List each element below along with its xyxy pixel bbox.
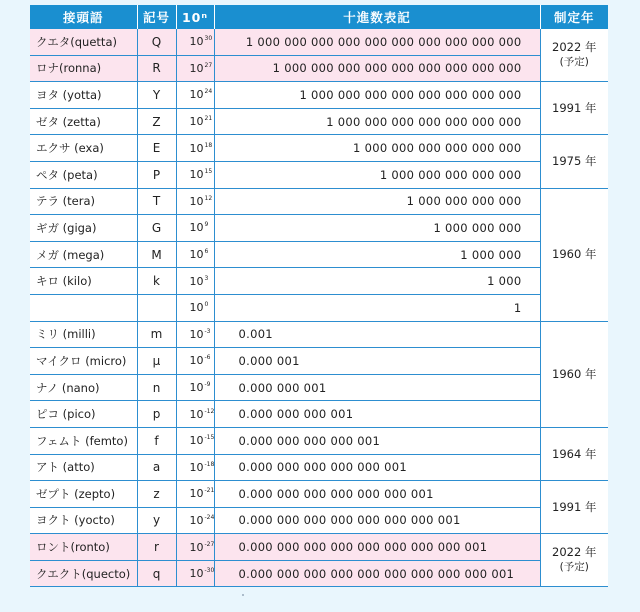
decimal-cell: 1 000 000 000 000 000 000 000 000 000 xyxy=(214,55,540,82)
power-cell xyxy=(176,507,214,534)
year-cell: 1960 年 xyxy=(540,321,608,427)
power-exponent: 21 xyxy=(204,115,213,123)
table-row xyxy=(30,135,608,162)
power-cell xyxy=(176,268,214,295)
prefix-cell: キロ (kilo) xyxy=(30,268,137,295)
decimal-cell: 0.000 000 001 xyxy=(214,374,540,401)
header-year: 制定年 xyxy=(540,5,608,29)
header-symbol: 記号 xyxy=(137,5,176,29)
page-dot-mark xyxy=(242,594,244,596)
table-row xyxy=(30,454,608,481)
power-cell xyxy=(176,454,214,481)
power-cell xyxy=(176,29,214,55)
power-cell xyxy=(176,534,214,561)
power-base: 10 xyxy=(189,540,204,554)
symbol-cell: T xyxy=(137,188,176,215)
symbol-cell: y xyxy=(137,507,176,534)
year-cell: 1960 年 xyxy=(540,188,608,321)
power-cell xyxy=(176,55,214,82)
symbol-cell: G xyxy=(137,215,176,242)
symbol-cell: a xyxy=(137,454,176,481)
symbol-cell: R xyxy=(137,55,176,82)
power-cell xyxy=(176,161,214,188)
prefix-cell: メガ (mega) xyxy=(30,241,137,268)
power-exponent: -9 xyxy=(204,381,211,389)
prefix-cell: アト (atto) xyxy=(30,454,137,481)
power-base: 10 xyxy=(189,487,204,501)
table-row xyxy=(30,427,608,454)
decimal-cell: 1 000 000 000 000 000 000 xyxy=(214,135,540,162)
table-row xyxy=(30,401,608,428)
prefix-cell: ピコ (pico) xyxy=(30,401,137,428)
symbol-cell: Q xyxy=(137,29,176,55)
table-row xyxy=(30,188,608,215)
year-cell: 1991 年 xyxy=(540,481,608,534)
power-exponent: 30 xyxy=(204,35,213,43)
prefix-cell: ミリ (milli) xyxy=(30,321,137,348)
symbol-cell: M xyxy=(137,241,176,268)
year-cell xyxy=(540,534,608,587)
power-exponent: 18 xyxy=(204,141,213,149)
table-row xyxy=(30,374,608,401)
prefix-cell xyxy=(30,294,137,321)
decimal-cell: 0.000 000 000 000 000 001 xyxy=(214,454,540,481)
power-base: 10 xyxy=(189,381,204,395)
decimal-cell: 1 000 000 xyxy=(214,241,540,268)
power-exponent: 27 xyxy=(204,61,213,69)
power-base: 10 xyxy=(189,35,204,49)
power-exponent: 6 xyxy=(204,248,209,256)
power-base: 10 xyxy=(189,221,204,235)
symbol-cell: P xyxy=(137,161,176,188)
power-base: 10 xyxy=(189,407,204,421)
power-cell xyxy=(176,348,214,375)
symbol-cell: r xyxy=(137,534,176,561)
power-cell xyxy=(176,294,214,321)
prefix-cell: ロント(ronto) xyxy=(30,534,137,561)
table-row xyxy=(30,534,608,561)
decimal-cell: 1 xyxy=(214,294,540,321)
symbol-cell: μ xyxy=(137,348,176,375)
prefix-cell: ナノ (nano) xyxy=(30,374,137,401)
table-row xyxy=(30,507,608,534)
table-row xyxy=(30,348,608,375)
power-exponent: -12 xyxy=(204,407,215,415)
symbol-cell: k xyxy=(137,268,176,295)
table-row xyxy=(30,161,608,188)
power-exponent: -24 xyxy=(204,513,215,521)
power-base: 10 xyxy=(189,141,204,155)
power-base: 10 xyxy=(189,301,204,315)
prefix-cell: ペタ (peta) xyxy=(30,161,137,188)
power-base: 10 xyxy=(189,61,204,75)
decimal-cell: 0.000 000 000 000 000 000 000 000 001 xyxy=(214,534,540,561)
decimal-cell: 1 000 000 000 xyxy=(214,215,540,242)
year-cell: 1991 年 xyxy=(540,82,608,135)
table-row xyxy=(30,560,608,587)
power-base: 10 xyxy=(189,354,204,368)
year-cell: 1975 年 xyxy=(540,135,608,188)
power-base: 10 xyxy=(189,168,204,182)
power-cell xyxy=(176,241,214,268)
power-base: 10 xyxy=(189,434,204,448)
prefix-cell: テラ (tera) xyxy=(30,188,137,215)
power-cell xyxy=(176,427,214,454)
power-base: 10 xyxy=(189,567,204,581)
table-row xyxy=(30,29,608,55)
power-cell xyxy=(176,82,214,109)
table-row xyxy=(30,241,608,268)
prefix-cell: フェムト (femto) xyxy=(30,427,137,454)
power-exponent: 3 xyxy=(204,274,209,282)
power-cell xyxy=(176,374,214,401)
power-base: 10 xyxy=(189,115,204,129)
prefix-cell: クエタ(quetta) xyxy=(30,29,137,55)
symbol-cell: E xyxy=(137,135,176,162)
power-exponent: 9 xyxy=(204,221,209,229)
decimal-cell: 0.000 000 000 001 xyxy=(214,401,540,428)
power-cell xyxy=(176,401,214,428)
decimal-cell: 0.000 001 xyxy=(214,348,540,375)
year-cell xyxy=(540,29,608,82)
power-exponent: -15 xyxy=(204,434,215,442)
symbol-cell: f xyxy=(137,427,176,454)
power-exponent: -3 xyxy=(204,327,211,335)
decimal-cell: 0.000 000 000 000 000 000 000 001 xyxy=(214,507,540,534)
power-cell xyxy=(176,481,214,508)
header-power: 10ⁿ xyxy=(176,5,214,29)
decimal-cell: 0.000 000 000 000 000 000 000 000 000 001 xyxy=(214,560,540,587)
year-cell: 1964 年 xyxy=(540,427,608,480)
power-cell xyxy=(176,108,214,135)
symbol-cell xyxy=(137,294,176,321)
power-base: 10 xyxy=(189,327,204,341)
symbol-cell: Z xyxy=(137,108,176,135)
decimal-cell: 1 000 000 000 000 000 000 000 000 xyxy=(214,82,540,109)
table-row xyxy=(30,268,608,295)
table-row xyxy=(30,55,608,82)
symbol-cell: Y xyxy=(137,82,176,109)
table-row xyxy=(30,108,608,135)
header-decimal: 十進数表記 xyxy=(214,5,540,29)
year-note: (予定) xyxy=(559,56,589,69)
prefix-cell: エクサ (exa) xyxy=(30,135,137,162)
table-row xyxy=(30,215,608,242)
power-exponent: 15 xyxy=(204,168,213,176)
prefix-cell: ゼプト (zepto) xyxy=(30,481,137,508)
symbol-cell: n xyxy=(137,374,176,401)
prefix-cell: ギガ (giga) xyxy=(30,215,137,242)
decimal-cell: 0.000 000 000 000 001 xyxy=(214,427,540,454)
year-note: (予定) xyxy=(559,561,589,574)
year-text: 2022 年 xyxy=(552,40,597,55)
prefix-cell: ヨクト (yocto) xyxy=(30,507,137,534)
prefix-cell: ヨタ (yotta) xyxy=(30,82,137,109)
power-cell xyxy=(176,135,214,162)
power-exponent: 0 xyxy=(204,301,209,309)
decimal-cell: 1 000 xyxy=(214,268,540,295)
power-exponent: 24 xyxy=(204,88,213,96)
power-exponent: 12 xyxy=(204,194,213,202)
prefix-cell: ゼタ (zetta) xyxy=(30,108,137,135)
power-cell xyxy=(176,188,214,215)
power-exponent: -18 xyxy=(204,460,215,468)
power-exponent: -21 xyxy=(204,487,215,495)
decimal-cell: 1 000 000 000 000 000 000 000 000 000 000 xyxy=(214,29,540,55)
power-cell xyxy=(176,560,214,587)
symbol-cell: q xyxy=(137,560,176,587)
table-row xyxy=(30,481,608,508)
power-base: 10 xyxy=(189,248,204,262)
year-text: 2022 年 xyxy=(552,545,597,560)
symbol-cell: z xyxy=(137,481,176,508)
decimal-cell: 1 000 000 000 000 000 xyxy=(214,161,540,188)
decimal-cell: 0.000 000 000 000 000 000 001 xyxy=(214,481,540,508)
prefix-cell: クエクト(quecto) xyxy=(30,560,137,587)
power-base: 10 xyxy=(189,274,204,288)
header-prefix: 接頭語 xyxy=(30,5,137,29)
prefix-cell: マイクロ (micro) xyxy=(30,348,137,375)
decimal-cell: 1 000 000 000 000 000 000 000 xyxy=(214,108,540,135)
table-row xyxy=(30,82,608,109)
power-base: 10 xyxy=(189,194,204,208)
si-prefix-table xyxy=(30,5,608,587)
header-row xyxy=(30,5,608,29)
power-exponent: -6 xyxy=(204,354,211,362)
symbol-cell: m xyxy=(137,321,176,348)
power-exponent: -30 xyxy=(204,567,215,575)
power-cell xyxy=(176,321,214,348)
prefix-cell: ロナ(ronna) xyxy=(30,55,137,82)
power-base: 10 xyxy=(189,460,204,474)
decimal-cell: 0.001 xyxy=(214,321,540,348)
symbol-cell: p xyxy=(137,401,176,428)
decimal-cell: 1 000 000 000 000 xyxy=(214,188,540,215)
power-exponent: -27 xyxy=(204,540,215,548)
table-row xyxy=(30,321,608,348)
table-row xyxy=(30,294,608,321)
power-base: 10 xyxy=(189,513,204,527)
power-base: 10 xyxy=(189,88,204,102)
power-cell xyxy=(176,215,214,242)
